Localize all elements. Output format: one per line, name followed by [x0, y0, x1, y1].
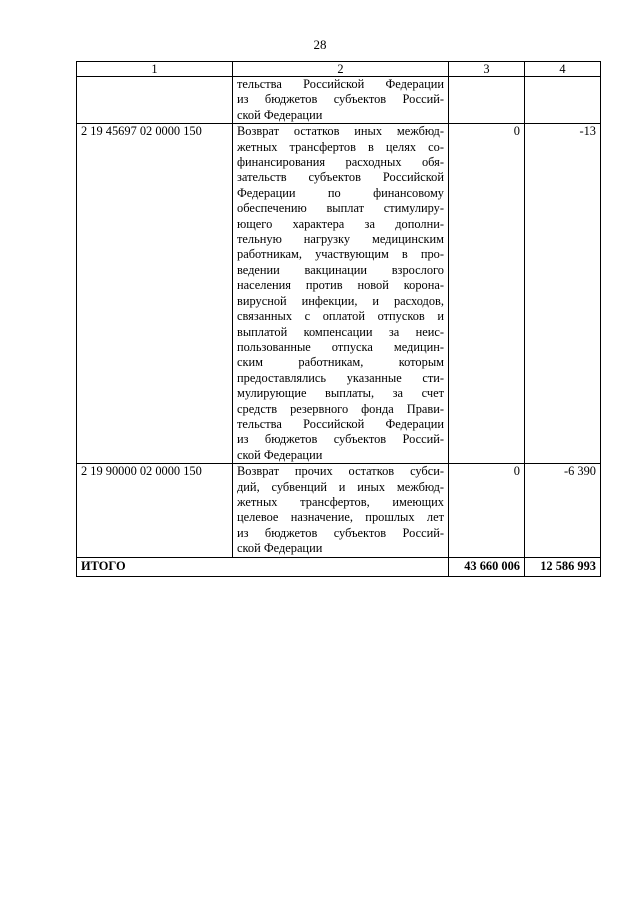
- total-col3-value: 43 660 006: [449, 557, 525, 576]
- description-line: из бюджетов субъектов Россий-: [237, 525, 444, 540]
- budget-code-cell: [77, 77, 233, 124]
- amount-col4-cell: -13: [525, 124, 601, 464]
- description-cell: [233, 124, 449, 464]
- description-line: предоставлялись указанные сти-: [237, 370, 444, 385]
- total-col4-value: 12 586 993: [525, 557, 601, 576]
- description-line: ским работникам, которым: [237, 355, 444, 370]
- description-line: из бюджетов субъектов Россий-: [237, 432, 444, 447]
- column-header: 4: [525, 62, 601, 77]
- description-line: из бюджетов субъектов Россий-: [237, 92, 444, 107]
- description-line: обеспечению выплат стимулиру-: [237, 201, 444, 216]
- description-line: пользованные отпуска медицин-: [237, 339, 444, 354]
- description-line: тельства Российской Федерации: [237, 77, 444, 91]
- column-header: 1: [77, 62, 233, 77]
- budget-code-cell: 2 19 45697 02 0000 150: [77, 124, 233, 464]
- description-line: ской Федерации: [237, 107, 323, 122]
- amount-col4-cell: [525, 77, 601, 124]
- description-line: связанных с оплатой отпусков и: [237, 309, 444, 324]
- description-line: жетных трансфертов в целях со-: [237, 139, 444, 154]
- description-line: мулирующие выплаты, за счет: [237, 386, 444, 401]
- description-line: Возврат прочих остатков субси-: [237, 464, 444, 479]
- column-header: 3: [449, 62, 525, 77]
- budget-code-cell: 2 19 90000 02 0000 150: [77, 464, 233, 557]
- description-line: ской Федерации: [237, 447, 323, 462]
- description-line: тельную нагрузку медицинским: [237, 232, 444, 247]
- table-row: [77, 77, 601, 124]
- description-line: жетных трансфертов, имеющих: [237, 494, 444, 509]
- description-line: зательств субъектов Российской: [237, 170, 444, 185]
- amount-col4-cell: -6 390: [525, 464, 601, 557]
- description-line: ведении вакцинации взрослого: [237, 262, 444, 277]
- description-line: дий, субвенций и иных межбюд-: [237, 479, 444, 494]
- description-line: выплатой компенсации за неис-: [237, 324, 444, 339]
- description-line: работникам, участвующим в про-: [237, 247, 444, 262]
- table-header-row: [77, 62, 601, 77]
- amount-col3-cell: [449, 77, 525, 124]
- description-cell: [233, 77, 449, 124]
- total-label: ИТОГО: [77, 557, 449, 576]
- description-line: тельства Российской Федерации: [237, 416, 444, 431]
- total-row: [77, 557, 601, 576]
- table-row: [77, 124, 601, 464]
- column-header: 2: [233, 62, 449, 77]
- description-line: вирусной инфекции, и расходов,: [237, 293, 444, 308]
- page-number: 28: [313, 37, 327, 52]
- description-line: ющего характера за дополни-: [237, 216, 444, 231]
- description-cell: [233, 464, 449, 557]
- budget-table: [76, 61, 601, 577]
- description-line: ской Федерации: [237, 541, 323, 556]
- amount-col3-cell: 0: [449, 464, 525, 557]
- amount-col3-cell: 0: [449, 124, 525, 464]
- description-line: средств резервного фонда Прави-: [237, 401, 444, 416]
- description-line: Федерации по финансовому: [237, 185, 444, 200]
- description-line: Возврат остатков иных межбюд-: [237, 124, 444, 139]
- description-line: целевое назначение, прошлых лет: [237, 510, 444, 525]
- table-row: [77, 464, 601, 557]
- description-line: населения против новой корона-: [237, 278, 444, 293]
- description-line: финансирования расходных обя-: [237, 155, 444, 170]
